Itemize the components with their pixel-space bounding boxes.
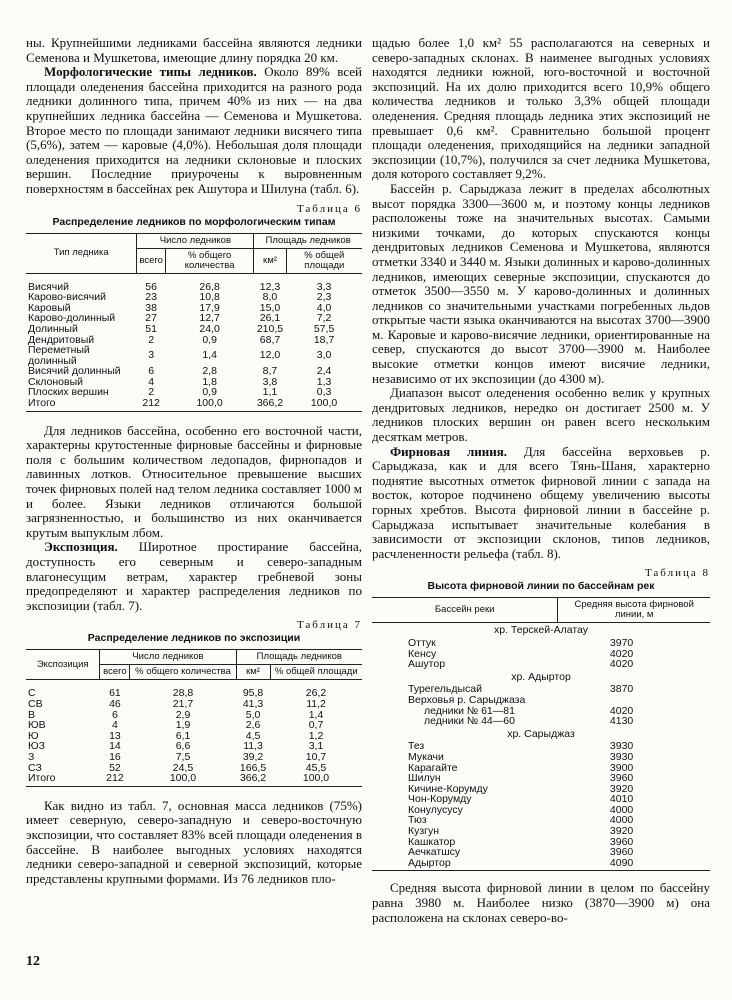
exposition-paragraph: [26, 540, 362, 613]
table7-label-cell: Ю: [28, 729, 39, 742]
table7-row: [26, 773, 362, 786]
table6-value-cell: 3,8: [262, 375, 278, 388]
table6-header-area: Площадь ледников: [254, 233, 362, 248]
table8-row: [372, 638, 710, 649]
table8-group-row: [372, 623, 710, 638]
table8-river-cell: Конулусусу: [408, 803, 463, 816]
table6-header-pct-area: % общей площади: [286, 248, 362, 273]
table8-river-cell: Кенсу: [408, 647, 437, 660]
table6-label-cell: Итого: [28, 397, 56, 410]
table8-header-basin: Бассейн реки: [372, 598, 558, 623]
table7-value-cell: 41,3: [242, 697, 264, 710]
table7-value-cell: 212: [106, 772, 124, 785]
table7-header-exposition: Экспозиция: [26, 650, 100, 680]
table8-height-cell: 4020: [609, 658, 634, 671]
table8-river-cell: Адыртор: [408, 856, 451, 869]
table7-value-cell: 95,8: [242, 687, 264, 700]
morphology-heading: Морфологические типы ледников.: [44, 64, 257, 80]
table7-value-cell: 2,9: [175, 708, 191, 721]
table8-subgroup-row: [372, 695, 710, 706]
exposition-text: Широтное простирание бассейна, доступность его северным и северо-западным влагонесущим ветрам, характер гребневой зоны предопределяют и характер распределения ледников по экспозиции (табл. 7).: [26, 539, 362, 613]
table7-label-cell: СЗ: [28, 761, 42, 774]
table7-value-cell: 3,1: [308, 740, 324, 753]
table8-river-cell: Карагайте: [408, 761, 458, 774]
table6-body: [26, 273, 362, 411]
table6-value-cell: 0,9: [202, 386, 217, 399]
table8-river-cell: Турегельдысай: [408, 683, 482, 696]
left-column: [26, 36, 362, 886]
table6-header-count: Число ледников: [137, 233, 254, 248]
table8-river-cell: Тез: [408, 740, 425, 753]
table6-value-cell: 3,3: [316, 280, 332, 293]
table6-value-cell: 3,0: [316, 349, 332, 362]
table8-subgroup-title: Верховья р. Сарыджаза: [408, 693, 526, 706]
table6-value-cell: 1,4: [202, 349, 217, 362]
table8-height-cell: 3960: [609, 846, 634, 859]
table6-number: Таблица 6: [296, 202, 362, 215]
firn-line-text: Для бассейна верховьев р. Сарыджаза, как и для всего Тянь-Шаня, характерно поднятие высотных отметок фирновой линии с запада на восток, которое подчинено общему увеличению высоты горных хребтов. Высота фирновой линии в бассейне р. Сарыджаза испытывает значительные колебания в зависимости от экспозиции склонов, типов ледников, расчлененности рельефа (табл. 8).: [372, 443, 711, 561]
table8-group-row: [372, 670, 710, 685]
table7-header-count: Число ледников: [100, 650, 236, 665]
table6-header-pct-count: % общего количества: [165, 248, 253, 273]
table6-value-cell: 6: [148, 365, 155, 378]
exposition-heading: Экспозиция.: [44, 539, 118, 555]
table7-value-cell: 100,0: [169, 772, 197, 785]
table6-value-cell: 27: [145, 312, 157, 325]
right-column: [372, 36, 710, 925]
table7-row: [26, 680, 362, 699]
table7-caption: Распределение ледников по экспозиции: [87, 632, 301, 645]
table6-label-cell: Висячий: [28, 280, 70, 293]
table6-value-cell: 56: [145, 280, 157, 293]
table6-value-cell: 15,0: [259, 301, 281, 314]
table8-body: [372, 623, 710, 871]
table6-value-cell: 210,5: [256, 322, 284, 335]
table8-height-cell: 3930: [609, 740, 634, 753]
table7-value-cell: 6,6: [175, 740, 191, 753]
right-paragraph-2: Бассейн р. Сарыджаза лежит в пределах абсолютных высот порядка 3300—3600 м, и поэтому концы ледников расположены тоже на значительных высотах. Самыми низкими точками, до которых спускаются концы дендритовых ледников Семенова и Мушкетова, являются отметки 3340 и 3440 м. Языки долинных и карово-долинных ледников, имеющих северные экспозиции, спускаются до отметок 3500—3550 м. У карово-долинных и долинных ледников со значительными участками погребенных льдов открытые части языка оканчиваются на высотах 3700—3900 м. Каровые и карово-висячие ледники, ориентированные на север, спускаются до высот 3700—3900 м. Наиболее высокие отметки концов имеют висячие ледники, независимо от их экспозиции (до 4300 м).: [372, 180, 710, 386]
table7-value-cell: 4,5: [245, 729, 261, 742]
table8-caption: Высота фирновой линии по бассейнам рек: [427, 580, 655, 593]
table8-group-title: хр. Адыртор: [511, 670, 571, 683]
table6-value-cell: 1,3: [316, 375, 332, 388]
table6-row: [26, 398, 362, 411]
table6-header-km2: км²: [254, 248, 286, 273]
table6-label-cell: Карово-долинный: [28, 312, 116, 325]
table8-river-cell: Аечкатшсу: [408, 846, 461, 859]
table7-value-cell: 10,7: [305, 750, 327, 763]
table6-label-cell: Склоновый: [28, 375, 84, 388]
table8-height-cell: 4000: [609, 803, 634, 816]
right-paragraph-3: Диапазон высот оледенения особенно велик у крупных дендритовых ледников, нередко он достигает 2500 м. У ледников плоских вершин он равен всего нескольким десяткам метров.: [372, 385, 710, 445]
table7-value-cell: 0,7: [308, 719, 324, 732]
table8-group-title: хр. Сарыджаз: [507, 727, 575, 740]
table7-value-cell: 366,2: [239, 772, 267, 785]
table7-value-cell: 28,8: [172, 687, 194, 700]
table8-river-cell: Шилун: [408, 772, 441, 785]
table6-value-cell: 212: [142, 397, 160, 410]
table8-height-cell: 3900: [609, 761, 634, 774]
table6-value-cell: 23: [145, 291, 157, 304]
table8-height-cell: 3920: [609, 825, 634, 838]
table6-value-cell: 26,8: [199, 280, 220, 293]
firn-line-heading: Фирновая линия.: [390, 443, 508, 459]
table8-height-cell: 4020: [609, 647, 634, 660]
table7-value-cell: 24,5: [172, 761, 194, 774]
table6-value-cell: 2: [148, 333, 155, 346]
table7-value-cell: 45,5: [305, 761, 327, 774]
table7-value-cell: 13: [109, 729, 121, 742]
table7-value-cell: 39,2: [242, 750, 264, 763]
table7-value-cell: 6,1: [175, 729, 191, 742]
table7-value-cell: 11,2: [306, 697, 326, 710]
table6-row: [26, 345, 362, 366]
table8-river-cell: Кашкатор: [408, 835, 456, 848]
table7-label-cell: ЮЗ: [28, 740, 45, 753]
table6-value-cell: 7,2: [316, 312, 332, 325]
table8-height-cell: 3970: [609, 636, 634, 649]
table8-river-cell: Оттук: [408, 636, 436, 649]
table8-row: [372, 858, 710, 871]
table6-value-cell: 51: [145, 322, 157, 335]
table6-value-cell: 0,9: [202, 333, 217, 346]
table7-header-pct-area: % общей площади: [270, 665, 362, 680]
table6-value-cell: 1,8: [202, 375, 217, 388]
table8-header-height: Средняя высота фирновой линии, м: [558, 598, 710, 623]
table7-value-cell: 21,7: [172, 697, 194, 710]
table6-value-cell: 17,9: [199, 301, 220, 314]
table6-label-cell: Переметный долинный: [28, 344, 90, 367]
table6-value-cell: 2,4: [316, 365, 332, 378]
firn-line-paragraph: [372, 445, 710, 562]
table8-height-cell: 3960: [609, 772, 634, 785]
table6: [26, 233, 362, 412]
table7-label-cell: Итого: [28, 772, 56, 785]
table7-header-area: Площадь ледников: [236, 650, 362, 665]
table6-value-cell: 18,7: [313, 333, 335, 346]
table6-label-cell: Карово-висячий: [28, 291, 107, 304]
table6-value-cell: 3: [148, 349, 155, 362]
table6-caption: Распределение ледников по морфологическим типам: [52, 215, 336, 228]
table8-group-title: хр. Терскей-Алатау: [494, 624, 588, 637]
table6-value-cell: 2,3: [316, 291, 332, 304]
table6-value-cell: 100,0: [310, 397, 338, 410]
table7-value-cell: 16: [109, 750, 121, 763]
table7-value-cell: 1,9: [175, 719, 191, 732]
table6-value-cell: 10,8: [199, 291, 220, 304]
table6-value-cell: 0,3: [316, 386, 332, 399]
table8-river-cell: Кузгун: [408, 825, 440, 838]
table7-label-cell: С: [28, 687, 36, 700]
table8: [372, 597, 710, 871]
table7-row: [26, 752, 362, 763]
table6-value-cell: 2: [148, 386, 155, 399]
table8-river-cell: Кичине-Корумду: [408, 782, 488, 795]
table6-header-type: Тип ледника: [26, 233, 137, 273]
table6-row: [26, 292, 362, 303]
table8-height-cell: 3920: [609, 782, 634, 795]
table7-body: [26, 680, 362, 786]
table8-river-cell: Тюз: [408, 814, 427, 827]
morphology-text: Около 89% всей площади оледенения бассейна приходится на разного рода ледники долинного типа, причем 40% из них — на два крупнейших ледника бассейна — Семенова и Мушкетова. Второе место по площади занимают ледники висячего типа (5,6%), затем — каровые (4,0%). Небольшая доля площади оледенения приходится на ледники склоновые и плоских вершин. Последние приурочены к выровненным поверхностям в бассейнах рек Ашутора и Шилуна (табл. 6).: [26, 64, 362, 196]
table7-value-cell: 1,2: [308, 729, 324, 742]
left-paragraph-1: ны. Крупнейшими ледниками бассейна являются ледники Семенова и Мушкетова, имеющие длину порядка 20 км.: [26, 35, 362, 65]
table7-label-cell: СВ: [28, 697, 43, 710]
table7-label-cell: З: [28, 750, 35, 763]
table7: [26, 649, 362, 786]
table6-label-cell: Каровый: [28, 301, 71, 314]
left-paragraph-5: Как видно из табл. 7, основная масса ледников (75%) имеет северную, северо-западную и северо-восточную экспозиции, что составляет 83% всей площади оледенения в бассейне. В наиболее выгодных условиях находятся ледники северо-западной и северной экспозиций, которые представлены крупными формами. Из 76 ледников пло-: [26, 797, 362, 886]
table7-label-cell: ЮВ: [28, 719, 46, 732]
table6-value-cell: 24,0: [199, 322, 220, 335]
table8-height-cell: 4020: [609, 704, 634, 717]
table6-value-cell: 12,7: [199, 312, 220, 325]
table6-value-cell: 8,0: [262, 291, 278, 304]
table8-number: Таблица 8: [644, 567, 710, 580]
table8-row: [372, 659, 710, 670]
table8-height-cell: 4000: [609, 814, 634, 827]
table8-group-row: [372, 727, 710, 742]
table8-row: [372, 706, 710, 717]
table6-value-cell: 57,5: [313, 322, 335, 335]
table6-value-cell: 26,1: [259, 312, 281, 325]
table7-header-pct-count: % общего количества: [130, 665, 236, 680]
table6-value-cell: 12,3: [259, 280, 281, 293]
table6-header-all: всего: [137, 248, 166, 273]
table6-value-cell: 8,7: [262, 365, 278, 378]
table8-river-cell: Ашутор: [408, 658, 446, 671]
table6-row: [26, 324, 362, 335]
table7-value-cell: 2,6: [245, 719, 261, 732]
table6-label-cell: Дендритовый: [28, 333, 95, 346]
table7-value-cell: 61: [109, 687, 121, 700]
table6-value-cell: 366,2: [256, 397, 284, 410]
table6-value-cell: 2,8: [202, 365, 217, 378]
table8-row: [372, 716, 710, 727]
table8-row: [372, 752, 710, 763]
table6-value-cell: 100,0: [196, 397, 223, 410]
table7-value-cell: 1,4: [308, 708, 324, 721]
table7-value-cell: 11,3: [243, 740, 263, 753]
table6-value-cell: 4,0: [316, 301, 332, 314]
table8-river-cell: Чон-Корумду: [408, 793, 472, 806]
table7-header-km2: км²: [236, 665, 270, 680]
table7-value-cell: 14: [109, 740, 121, 753]
table7-label-cell: В: [28, 708, 36, 721]
table8-height-cell: 4010: [609, 793, 634, 806]
table7-header-all: всего: [100, 665, 130, 680]
table8-height-cell: 4130: [609, 715, 634, 728]
table6-label-cell: Плоских вершин: [28, 386, 109, 399]
table7-value-cell: 46: [109, 697, 121, 710]
table7-row: [26, 699, 362, 710]
table7-value-cell: 26,2: [305, 687, 327, 700]
table8-river-cell: ледники № 44—60: [424, 715, 515, 728]
table7-value-cell: 100,0: [302, 772, 330, 785]
table7-value-cell: 4: [112, 719, 118, 732]
table6-label-cell: Висячий долинный: [28, 365, 121, 378]
table6-value-cell: 38: [145, 301, 157, 314]
table8-height-cell: 3870: [609, 683, 634, 696]
table7-value-cell: 7,5: [175, 750, 191, 763]
page-number: 12: [26, 954, 40, 969]
table8-height-cell: 3960: [609, 835, 634, 848]
table6-row: [26, 273, 362, 292]
morphology-paragraph: [26, 65, 362, 196]
table6-value-cell: 68,7: [259, 333, 281, 346]
table8-height-cell: 4090: [609, 856, 634, 869]
table7-number: Таблица 7: [296, 619, 362, 632]
table6-label-cell: Долинный: [28, 322, 78, 335]
table8-river-cell: ледники № 61—81: [424, 704, 515, 717]
table8-height-cell: 3930: [609, 750, 634, 763]
table6-value-cell: 1,1: [262, 386, 278, 399]
table7-value-cell: 5,0: [245, 708, 261, 721]
table7-value-cell: 166,5: [239, 761, 267, 774]
right-paragraph-5: Средняя высота фирновой линии в целом по бассейну равна 3980 м. Наиболее низко (3870—3900 м) она расположена на склонах северо-во-: [372, 880, 710, 925]
table6-value-cell: 12,0: [259, 349, 281, 362]
table6-value-cell: 4: [148, 375, 155, 388]
table8-river-cell: Мукачи: [408, 750, 444, 763]
left-paragraph-3: Для ледников бассейна, особенно его восточной части, характерны крутостенные фирновые бассейны и фирновые поля с большим количеством ледопадов, фирнопадов и лавинных лотков. Относительное превышение высших точек фирновых полей над телом ледника составляет 1000 м и более. Языки ледников отличаются большой загрязненностью, и большинство из них оканчивается крутым выпуклым лбом.: [26, 422, 362, 540]
right-paragraph-1: щадью более 1,0 км² 55 располагаются на северных и северо-западных склонах. В наименее выгодных условиях находятся ледники южной, юго-восточной и восточной экспозиций. На их долю приходится всего 10,9% общего количества ледников и только 3,3% общей площади оледенения. Средняя площадь ледника этих экспозиций не превышает 0,6 км². Сравнительно большой процент площади оледенения, приходящийся на ледники западной экспозиции (10,7%), получился за счет ледника Мушкетова, доля которого составляет 9,2%.: [372, 35, 710, 182]
table7-value-cell: 6: [112, 708, 118, 721]
table7-value-cell: 52: [109, 761, 121, 774]
